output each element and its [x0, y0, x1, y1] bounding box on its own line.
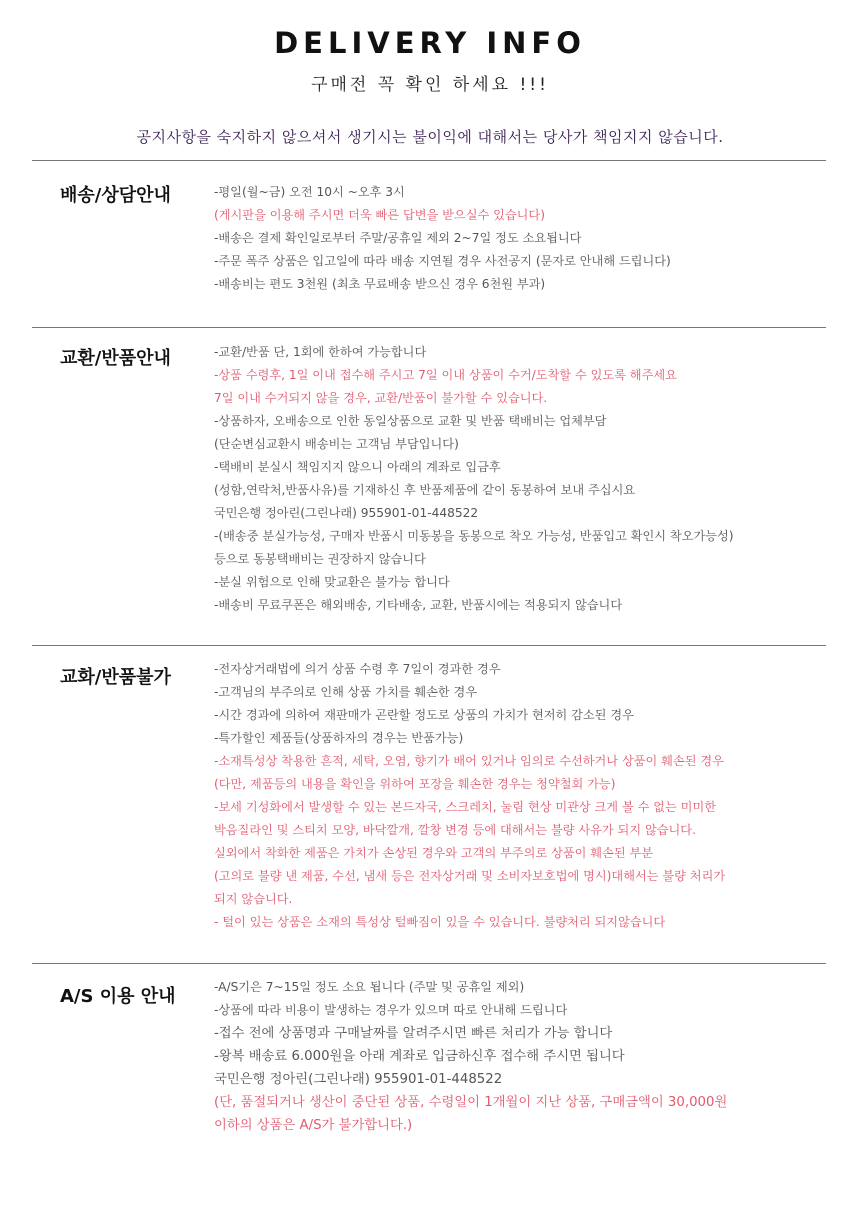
section-title: 교화/반품불가 — [60, 667, 171, 688]
section-lines — [214, 976, 814, 1137]
info-line: -배송비 무료쿠폰은 해외배송, 기타배송, 교환, 반품시에는 적용되지 않습니다 — [214, 598, 623, 612]
info-line: -A/S기은 7~15일 정도 소요 됩니다 (주말 및 공휴일 제외) — [214, 980, 525, 994]
info-line: 되지 않습니다. — [214, 892, 293, 906]
info-line: -택배비 분실시 책임지지 않으니 아래의 계좌로 입금후 — [214, 460, 501, 474]
page-title: DELIVERY INFO — [274, 26, 586, 60]
info-line: -분실 위험으로 인해 맞교환은 불가능 합니다 — [214, 575, 450, 589]
info-line: -보세 기성화에서 발생할 수 있는 본드자국, 스크레치, 눌림 현상 미관상 크게 볼 수 없는 미미한 — [214, 800, 716, 814]
info-line: -배송은 결제 확인일로부터 주말/공휴일 제외 2~7일 정도 소요됩니다 — [214, 231, 582, 245]
section-lines — [214, 658, 814, 934]
info-line: 박음질라인 및 스티치 모양, 바닥깔개, 깔창 변경 등에 대해서는 불량 사유가 되지 않습니다. — [214, 823, 696, 837]
info-line: -상품에 따라 비용이 발생하는 경우가 있으며 따로 안내해 드립니다 — [214, 1003, 568, 1017]
page-subtitle: 구매전 꼭 확인 하세요 !!! — [311, 75, 549, 95]
section-title: 교환/반품안내 — [60, 348, 171, 369]
info-line: -왕복 배송료 6.000원을 아래 계좌로 입금하신후 접수해 주시면 됩니다 — [214, 1049, 625, 1064]
info-line: 7일 이내 수거되지 않을 경우, 교환/반품이 불가할 수 있습니다. — [214, 391, 548, 405]
info-line: - 털이 있는 상품은 소재의 특성상 털빠짐이 있을 수 있습니다. 불량처리 되지않습니다 — [214, 915, 666, 929]
section-title: A/S 이용 안내 — [60, 986, 176, 1007]
divider — [32, 160, 826, 161]
info-line: 등으로 동봉택배비는 권장하지 않습니다 — [214, 552, 426, 566]
info-line: -배송비는 편도 3천원 (최초 무료배송 받으신 경우 6천원 부과) — [214, 277, 546, 291]
info-line: (게시판을 이용해 주시면 더욱 빠른 답변을 받으실수 있습니다) — [214, 208, 545, 222]
info-line: -고객님의 부주의로 인해 상품 가치를 훼손한 경우 — [214, 685, 478, 699]
info-line: -전자상거래법에 의거 상품 수령 후 7일이 경과한 경우 — [214, 662, 501, 676]
info-line: -소재특성상 착용한 흔적, 세탁, 오염, 향기가 배어 있거나 임의로 수선하거나 상품이 훼손된 경우 — [214, 754, 724, 768]
info-line: (다만, 제품등의 내용을 확인을 위하여 포장을 훼손한 경우는 청약철회 가능) — [214, 777, 616, 791]
info-line: (단, 품절되거나 생산이 중단된 상품, 수령일이 1개월이 지난 상품, 구매금액이 30,000원 — [214, 1095, 728, 1110]
info-line: -평일(월~금) 오전 10시 ~오후 3시 — [214, 185, 405, 199]
info-line: -주문 폭주 상품은 입고일에 따라 배송 지연될 경우 사전공지 (문자로 안내해 드립니다) — [214, 254, 671, 268]
section-lines — [214, 341, 814, 617]
section-title: 배송/상담안내 — [60, 185, 171, 206]
divider — [32, 963, 826, 964]
info-line: 실외에서 착화한 제품은 가치가 손상된 경우와 고객의 부주의로 상품이 훼손된 부분 — [214, 846, 654, 860]
divider — [32, 327, 826, 328]
info-line: -교환/반품 단, 1회에 한하여 가능합니다 — [214, 345, 427, 359]
info-line: -상품하자, 오배송으로 인한 동일상품으로 교환 및 반품 택배비는 업체부담 — [214, 414, 607, 428]
section-lines — [214, 181, 814, 296]
info-line: 이하의 상품은 A/S가 불가합니다.) — [214, 1118, 413, 1133]
info-line: 국민은행 정아린(그린나래) 955901-01-448522 — [214, 1072, 503, 1087]
info-line: (단순변심교환시 배송비는 고객님 부담입니다) — [214, 437, 459, 451]
info-line: -접수 전에 상품명과 구매날짜를 알려주시면 빠른 처리가 가능 합니다 — [214, 1026, 613, 1041]
info-line: (성함,연락처,반품사유)를 기재하신 후 반품제품에 같이 동봉하여 보내 주십시요 — [214, 483, 636, 497]
divider — [32, 645, 826, 646]
info-line: -특가할인 제품들(상품하자의 경우는 반품가능) — [214, 731, 464, 745]
info-line: -상품 수령후, 1일 이내 접수해 주시고 7일 이내 상품이 수거/도착할 수 있도록 해주세요 — [214, 368, 677, 382]
notice-text: 공지사항을 숙지하지 않으셔서 생기시는 불이익에 대해서는 당사가 책임지지 않습니다. — [136, 128, 724, 146]
info-line: (고의로 불량 낸 제품, 수선, 냄새 등은 전자상거래 및 소비자보호법에 명시)대해서는 불량 처리가 — [214, 869, 726, 883]
info-line: -시간 경과에 의하여 재판매가 곤란할 정도로 상품의 가치가 현저히 감소된 경우 — [214, 708, 634, 722]
info-line: 국민은행 정아린(그린나래) 955901-01-448522 — [214, 506, 479, 520]
info-line: -(배송중 분실가능성, 구매자 반품시 미동봉을 동봉으로 착오 가능성, 반품입고 확인시 착오가능성) — [214, 529, 734, 543]
